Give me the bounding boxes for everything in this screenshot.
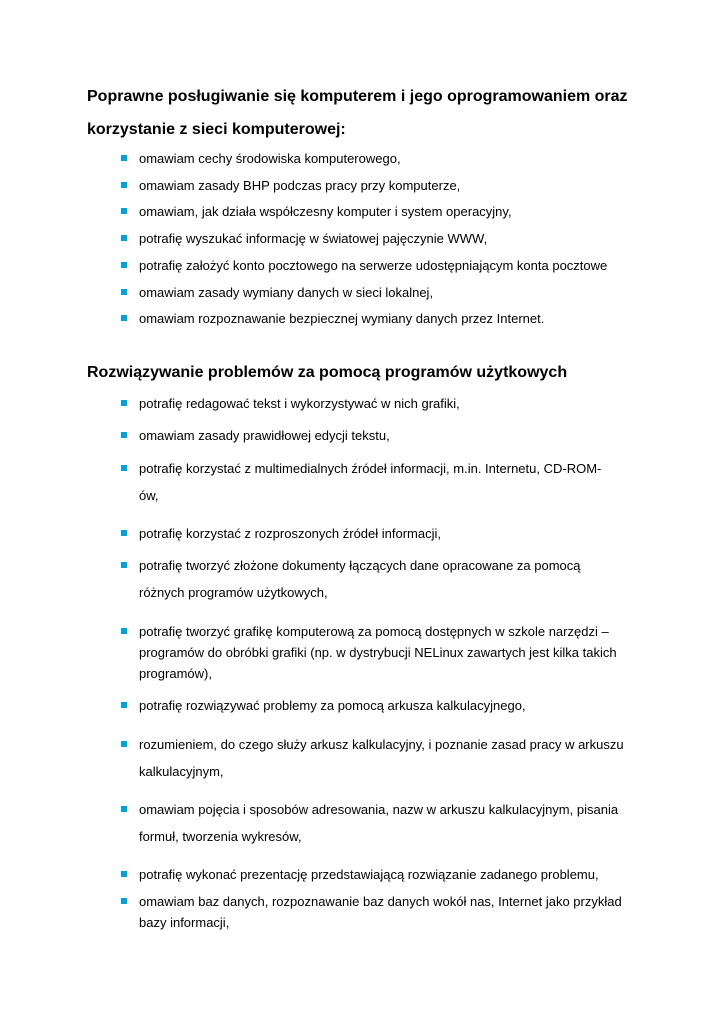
list-item [139, 179, 460, 192]
list-item [139, 232, 487, 245]
square-bullet-icon [121, 898, 127, 904]
list-item-text: potrafię redagować tekst i wykorzystywać w nich grafiki, [139, 396, 460, 411]
list-item [139, 259, 607, 272]
section2-title: Rozwiązywanie problemów za pomocą programów użytkowych [87, 364, 568, 381]
square-bullet-icon [121, 182, 127, 188]
square-bullet-icon [121, 400, 127, 406]
list-item-text-continued: programów do obróbki grafiki (np. w dystrybucji NELinux zawartych jest kilka takich [139, 645, 617, 660]
square-bullet-icon [121, 289, 127, 295]
list-item [139, 624, 617, 681]
list-item [139, 894, 622, 930]
list-item-text: potrafię tworzyć grafikę komputerową za pomocą dostępnych w szkole narzędzi – [139, 624, 609, 639]
list-item-text: omawiam zasady wymiany danych w sieci lokalnej, [139, 285, 434, 300]
square-bullet-icon [121, 530, 127, 536]
square-bullet-icon [121, 432, 127, 438]
square-bullet-icon [121, 208, 127, 214]
list-item [139, 868, 599, 881]
list-item [139, 152, 401, 165]
square-bullet-icon [121, 628, 127, 634]
square-bullet-icon [121, 702, 127, 708]
list-item-text: potrafię tworzyć złożone dokumenty łączących dane opracowane za pomocą [139, 558, 581, 573]
list-item [139, 699, 526, 712]
list-item-text: omawiam, jak działa współczesny komputer i system operacyjny, [139, 204, 512, 219]
list-item-text: omawiam pojęcia i sposobów adresowania, nazw w arkuszu kalkulacyjnym, pisania [139, 802, 619, 817]
section1-title-line2: korzystanie z sieci komputerowej: [87, 121, 346, 138]
section1-title-line1: Poprawne posługiwanie się komputerem i jego oprogramowaniem oraz [87, 88, 628, 105]
list-item [139, 286, 433, 299]
list-item-text-continued: programów), [139, 666, 212, 681]
list-item-text: omawiam baz danych, rozpoznawanie baz danych wokół nas, Internet jako przykład [139, 894, 622, 909]
list-item-text-continued: różnych programów użytkowych, [139, 585, 328, 600]
square-bullet-icon [121, 806, 127, 812]
list-item-text: potrafię wykonać prezentację przedstawiającą rozwiązanie zadanego problemu, [139, 867, 599, 882]
list-item-text: potrafię korzystać z multimedialnych źródeł informacji, m.in. Internetu, CD-ROM- [139, 461, 602, 476]
list-item-text: omawiam zasady BHP podczas pracy przy komputerze, [139, 178, 461, 193]
list-item [139, 737, 624, 779]
list-item-text-continued: ów, [139, 488, 159, 503]
list-item [139, 802, 619, 844]
list-item-text-continued: formuł, tworzenia wykresów, [139, 829, 302, 844]
list-item-text-continued: bazy informacji, [139, 915, 230, 930]
list-item-text: omawiam rozpoznawanie bezpiecznej wymiany danych przez Internet. [139, 311, 545, 326]
list-item [139, 205, 512, 218]
list-item [139, 429, 390, 442]
list-item-text: rozumieniem, do czego służy arkusz kalkulacyjny, i poznanie zasad pracy w arkuszu [139, 737, 624, 752]
list-item-text: potrafię rozwiązywać problemy za pomocą arkusza kalkulacyjnego, [139, 698, 526, 713]
list-item [139, 312, 544, 325]
square-bullet-icon [121, 465, 127, 471]
list-item [139, 558, 581, 600]
list-item [139, 397, 460, 410]
list-item [139, 461, 602, 503]
square-bullet-icon [121, 155, 127, 161]
list-item-text: potrafię korzystać z rozproszonych źródeł informacji, [139, 526, 442, 541]
square-bullet-icon [121, 741, 127, 747]
square-bullet-icon [121, 235, 127, 241]
square-bullet-icon [121, 315, 127, 321]
list-item-text: potrafię wyszukać informację w światowej pajęczynie WWW, [139, 231, 488, 246]
list-item [139, 527, 441, 540]
list-item-text-continued: kalkulacyjnym, [139, 764, 224, 779]
list-item-text: potrafię założyć konto pocztowego na serwerze udostępniającym konta pocztowe [139, 258, 608, 273]
square-bullet-icon [121, 262, 127, 268]
list-item-text: omawiam cechy środowiska komputerowego, [139, 151, 401, 166]
square-bullet-icon [121, 871, 127, 877]
list-item-text: omawiam zasady prawidłowej edycji tekstu, [139, 428, 390, 443]
square-bullet-icon [121, 562, 127, 568]
